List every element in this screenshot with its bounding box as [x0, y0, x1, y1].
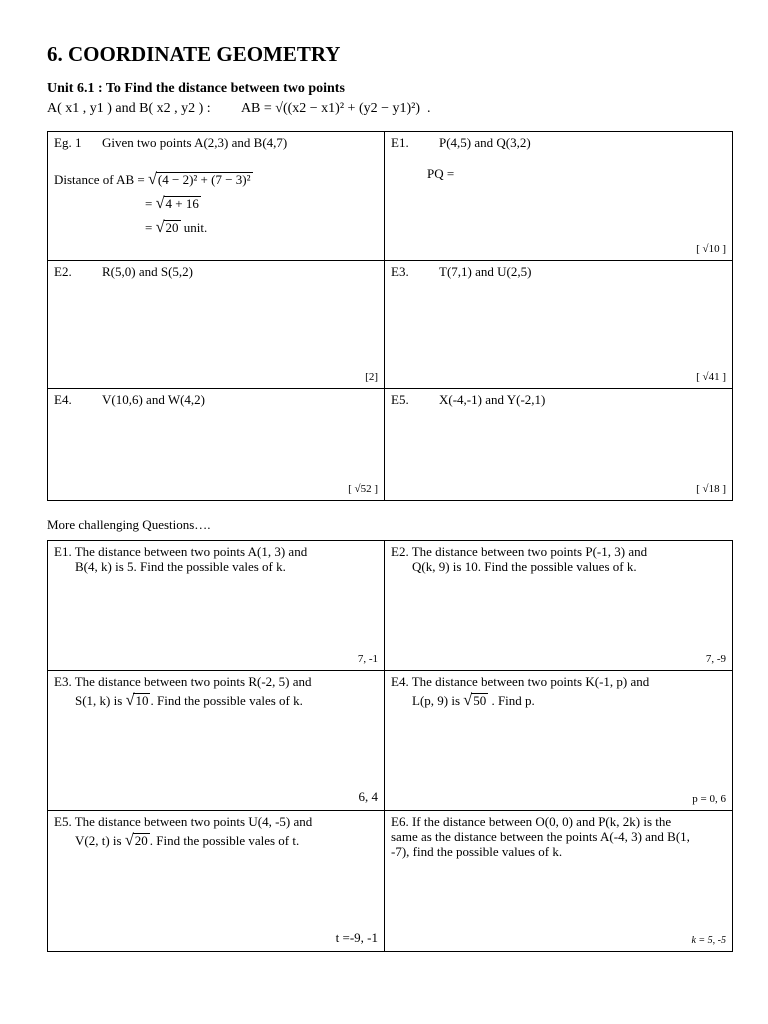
- challenge-e4-cell[interactable]: [385, 671, 733, 811]
- example-working: Distance of AB = √(4 − 2)² + (7 − 3)² = √4 + 16 = √20 unit.: [54, 170, 251, 236]
- challenge-line2-pre: L(p, 9) is: [412, 693, 461, 708]
- formula-lhs: AB =: [240, 101, 272, 116]
- challenge-answer: t =-9, -1: [335, 930, 378, 945]
- challenge-line: Q(k, 9) is 10. Find the possible values of k.: [412, 559, 637, 574]
- exercise-points: T(7,1) and U(2,5): [439, 264, 532, 279]
- exercise-points: P(4,5) and Q(3,2): [439, 135, 531, 150]
- exercise-label: E2.: [54, 264, 72, 279]
- formula-points: A( x1 , y1 ) and B( x2 , y2 ) :: [47, 101, 211, 116]
- challenge-line: E1. The distance between two points A(1, 3) and: [54, 544, 308, 559]
- exercise-e5-cell[interactable]: [385, 389, 733, 501]
- exercise-answer: [ √10 ]: [696, 243, 726, 255]
- challenge-line: L(p, 9) is √50 . Find p.: [412, 691, 535, 709]
- distance-formula: A( x1 , y1 ) and B( x2 , y2 ) : AB = √((x2 − x1)² + (y2 − y1)²) .: [47, 101, 431, 116]
- example-cell: [48, 132, 385, 261]
- exercise-label: E5.: [391, 392, 409, 407]
- challenge-e1-cell[interactable]: [48, 541, 385, 671]
- challenge-line: E6. If the distance between O(0, 0) and P(k, 2k) is the: [391, 814, 672, 829]
- challenge-line: E5. The distance between two points U(4, -5) and: [54, 814, 313, 829]
- exercise-points: X(-4,-1) and Y(-2,1): [439, 392, 546, 407]
- challenge-line: B(4, k) is 5. Find the possible vales of k.: [75, 559, 286, 574]
- exercise-points: V(10,6) and W(4,2): [102, 392, 206, 407]
- challenge-e6-cell[interactable]: [385, 811, 733, 952]
- example-line2-sqrt: 4 + 16: [165, 196, 199, 211]
- exercise-answer: [ √52 ]: [348, 483, 378, 495]
- challenge-answer: k = 5, -5: [691, 935, 726, 946]
- challenge-answer: 7, -9: [705, 653, 726, 665]
- exercise-points: R(5,0) and S(5,2): [102, 264, 193, 279]
- challenge-line2-pre: S(1, k) is: [75, 693, 123, 708]
- more-challenging-label: More challenging Questions….: [47, 517, 211, 532]
- exercise-label: E1.: [391, 135, 409, 150]
- challenge-sqrt: 50: [473, 693, 487, 708]
- challenge-exercises-table: [47, 540, 733, 952]
- challenge-sqrt: 10: [135, 693, 149, 708]
- exercise-answer: [ √18 ]: [696, 483, 726, 495]
- example-prompt: Given two points A(2,3) and B(4,7): [102, 135, 288, 150]
- challenge-line: E2. The distance between two points P(-1, 3) and: [391, 544, 648, 559]
- challenge-e3-cell[interactable]: [48, 671, 385, 811]
- example-line3-suffix: unit.: [183, 220, 208, 235]
- exercise-e1-cell[interactable]: [385, 132, 733, 261]
- example-line1-sqrt: (4 − 2)² + (7 − 3)²: [157, 172, 251, 187]
- exercise-e3-cell[interactable]: [385, 261, 733, 389]
- challenge-line: V(2, t) is √20 . Find the possible vales of t.: [75, 831, 300, 849]
- formula-expression: √((x2 − x1)² + (y2 − y1)²): [275, 101, 421, 116]
- challenge-line: -7), find the possible values of k.: [391, 844, 563, 859]
- exercise-label: E3.: [391, 264, 409, 279]
- exercise-answer: [ √41 ]: [696, 371, 726, 383]
- exercise-e4-cell[interactable]: [48, 389, 385, 501]
- page-title: 6. COORDINATE GEOMETRY: [47, 42, 341, 66]
- challenge-answer: p = 0, 6: [692, 793, 726, 805]
- example-line1-prefix: Distance of AB =: [54, 172, 145, 187]
- challenge-line2-post: . Find the possible vales of t.: [149, 833, 300, 848]
- challenge-answer: 7, -1: [357, 653, 378, 665]
- basic-exercises-table: [47, 131, 733, 501]
- challenge-sqrt: 20: [134, 833, 148, 848]
- exercise-answer: [2]: [365, 371, 378, 383]
- example-label: Eg. 1: [54, 135, 82, 150]
- challenge-e5-cell[interactable]: [48, 811, 385, 952]
- challenge-line2-pre: V(2, t) is: [75, 833, 122, 848]
- exercise-label: E4.: [54, 392, 72, 407]
- challenge-line: E3. The distance between two points R(-2, 5) and: [54, 674, 312, 689]
- challenge-line: same as the distance between the points A(-4, 3) and B(1,: [391, 829, 690, 844]
- challenge-line: E4. The distance between two points K(-1, p) and: [391, 674, 650, 689]
- example-line3-sqrt: 20: [165, 220, 179, 235]
- challenge-line2-post: . Find the possible vales of k.: [150, 693, 303, 708]
- challenge-line2-post: . Find p.: [488, 693, 535, 708]
- challenge-answer: 6, 4: [358, 789, 378, 804]
- unit-heading: Unit 6.1 : To Find the distance between two points: [47, 81, 345, 96]
- challenge-line: S(1, k) is √10 . Find the possible vales of k.: [75, 691, 303, 709]
- exercise-e1-pq: PQ =: [427, 166, 455, 181]
- exercise-e2-cell[interactable]: [48, 261, 385, 389]
- challenge-e2-cell[interactable]: [385, 541, 733, 671]
